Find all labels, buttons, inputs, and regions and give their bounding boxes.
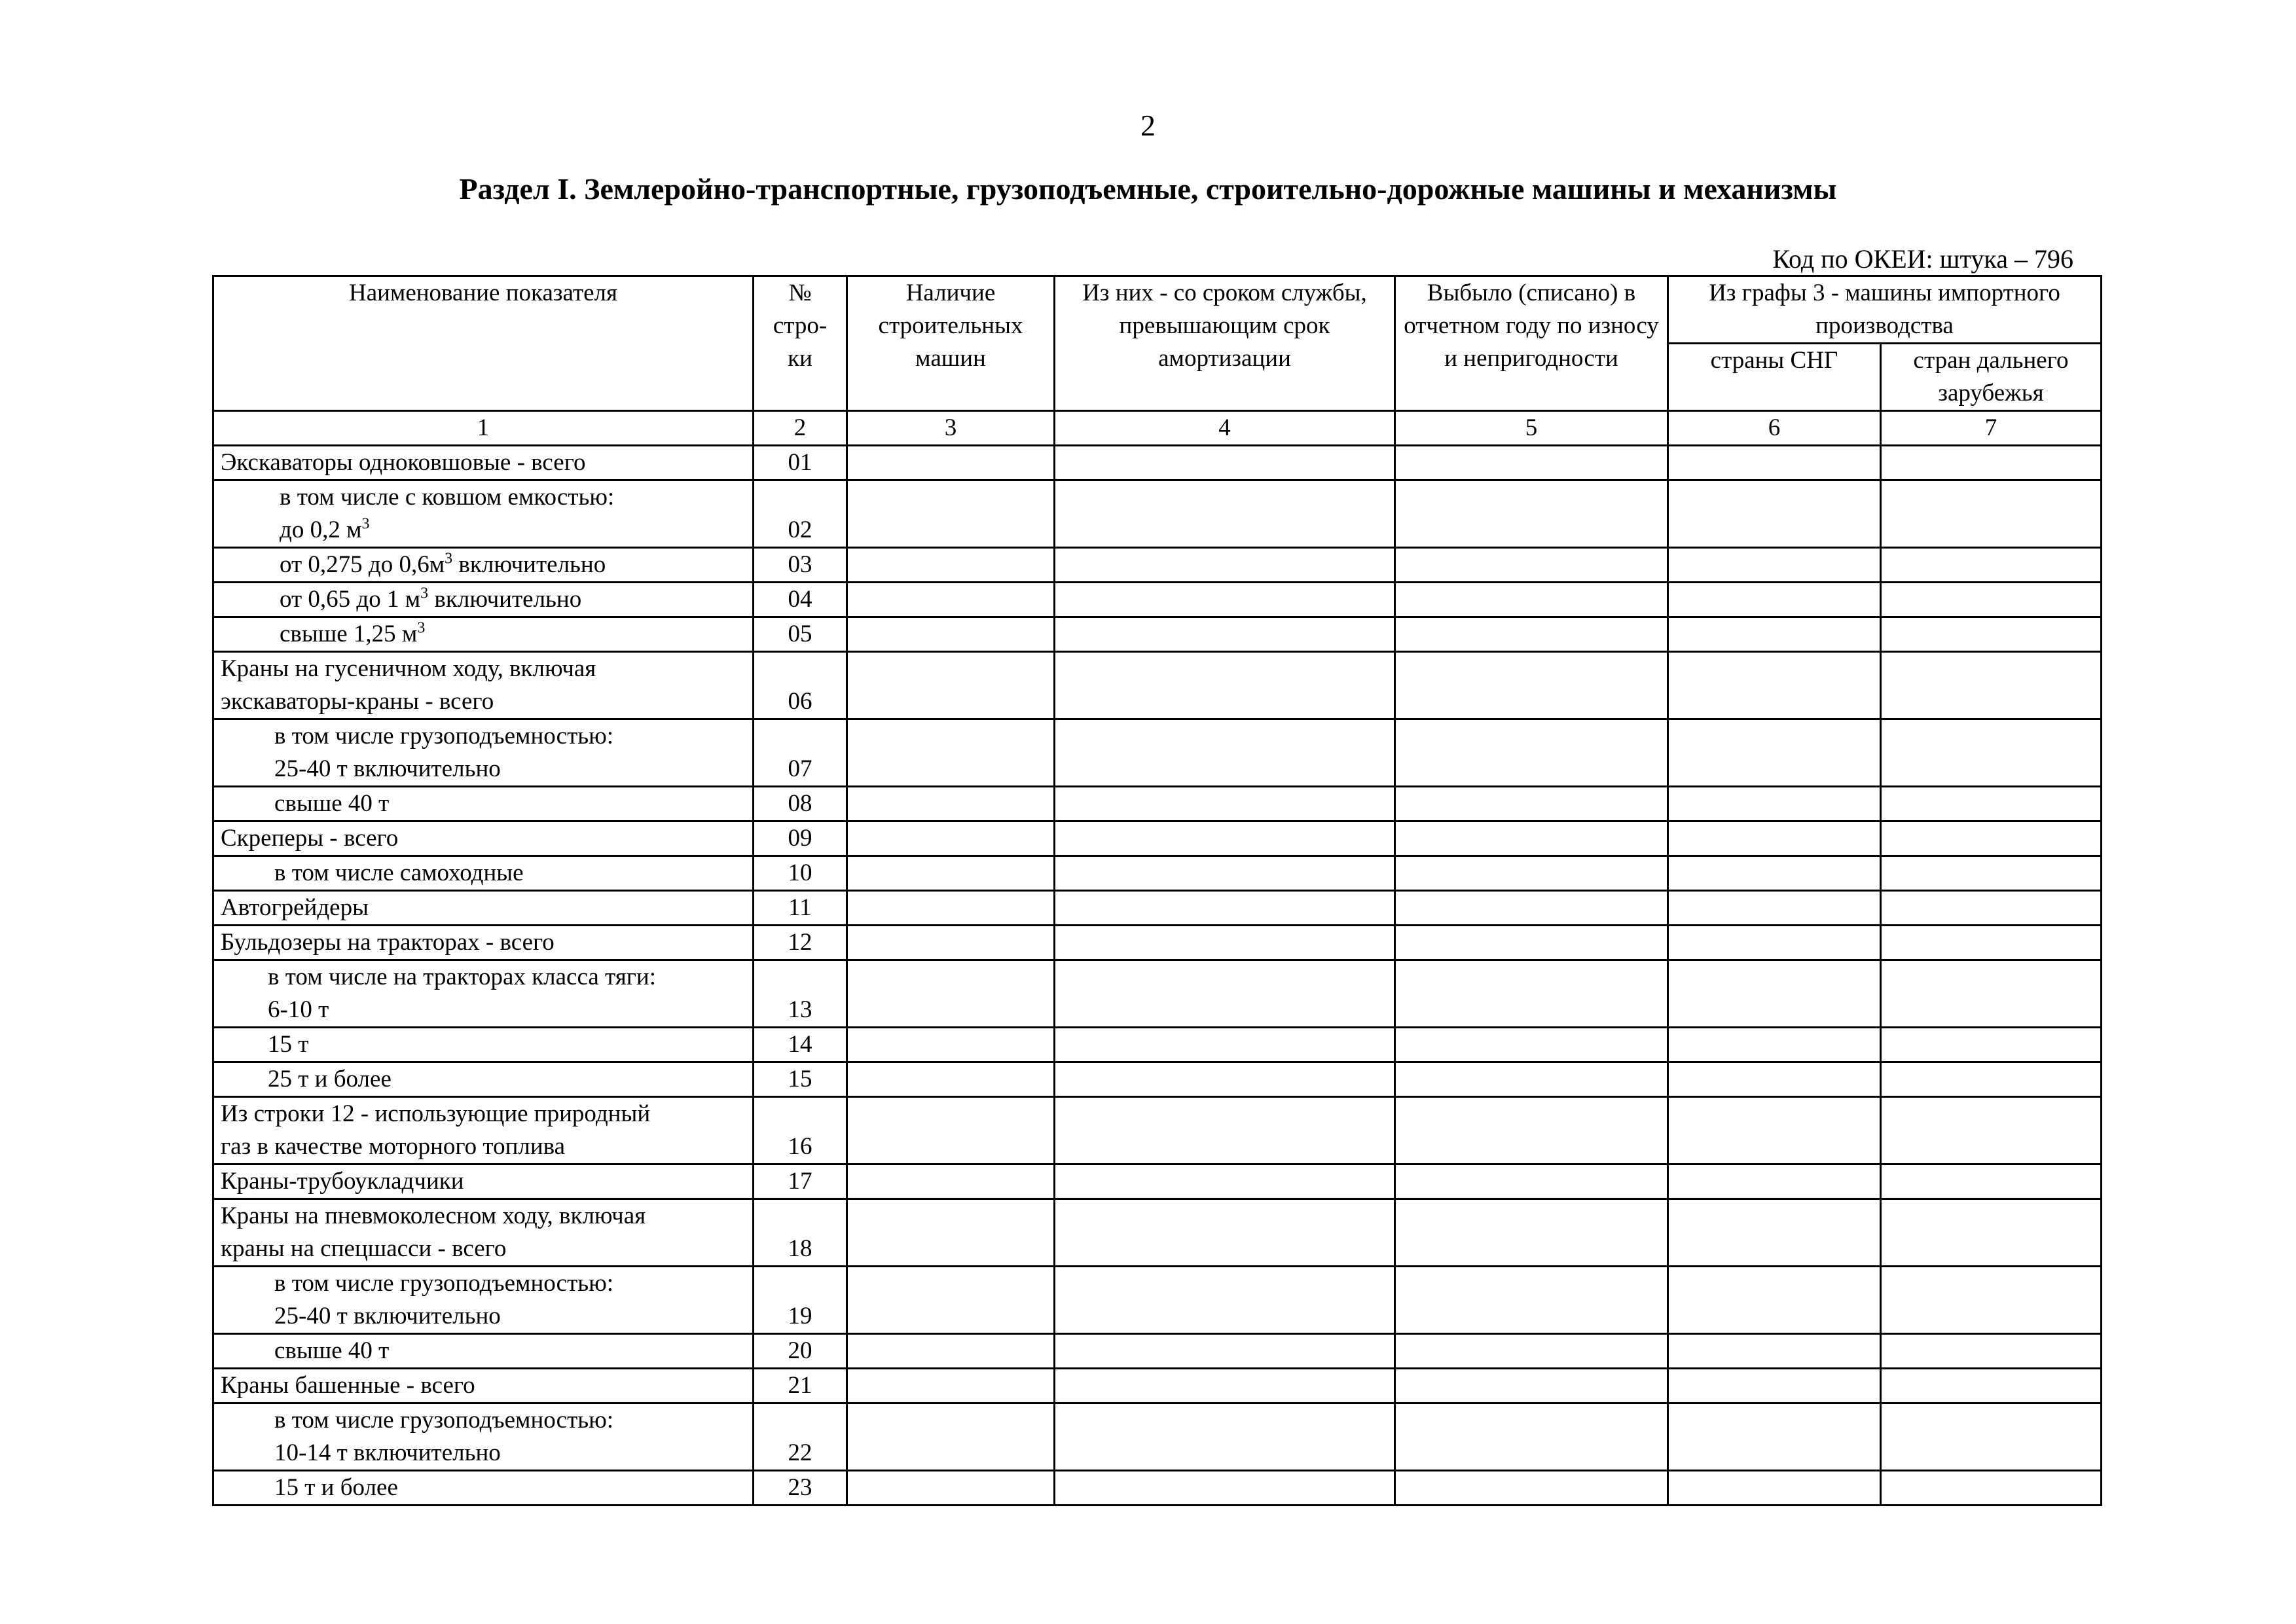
indicator-name-line1: в том числе грузоподъемностью: bbox=[274, 1270, 614, 1297]
table-row bbox=[213, 960, 2102, 1028]
value-cell-col3[interactable] bbox=[847, 960, 1055, 1028]
value-cell-col5[interactable] bbox=[1395, 1097, 1668, 1164]
indicator-name-line1: свыше 1,25 м bbox=[280, 621, 418, 647]
value-cell-col3[interactable] bbox=[847, 1334, 1055, 1369]
value-cell-col6[interactable] bbox=[1668, 583, 1881, 617]
indicator-name bbox=[213, 1471, 754, 1506]
value-cell-col7[interactable] bbox=[1881, 548, 2102, 583]
unit-superscript: 3 bbox=[445, 550, 453, 568]
page-number: 2 bbox=[1140, 109, 1156, 142]
indicator-name bbox=[213, 1267, 754, 1334]
value-cell-col7[interactable] bbox=[1881, 1199, 2102, 1267]
row-code: 04 bbox=[754, 583, 847, 617]
table-row bbox=[213, 1028, 2102, 1062]
indicator-name-line1: в том числе грузоподъемностью: bbox=[274, 723, 614, 749]
value-cell-col6[interactable] bbox=[1668, 856, 1881, 891]
column-number: 5 bbox=[1395, 411, 1668, 446]
indicator-name-line1: 15 т и более bbox=[274, 1474, 398, 1501]
indicator-name-line1: 15 т bbox=[268, 1031, 309, 1058]
value-cell-col5[interactable] bbox=[1395, 617, 1668, 652]
column-number: 6 bbox=[1668, 411, 1881, 446]
value-cell-col4[interactable] bbox=[1055, 548, 1395, 583]
section-title: Раздел I. Землеройно-транспортные, грузоподъемные, строительно-дорожные машины и механизмы bbox=[459, 172, 1837, 206]
column-number: 2 bbox=[754, 411, 847, 446]
value-cell-col3[interactable] bbox=[847, 548, 1055, 583]
table-body bbox=[213, 411, 2102, 1506]
indicator-name bbox=[213, 856, 754, 891]
indicator-name bbox=[213, 926, 754, 960]
table-row bbox=[213, 787, 2102, 821]
value-cell-col5[interactable] bbox=[1395, 926, 1668, 960]
value-cell-col5[interactable] bbox=[1395, 583, 1668, 617]
indicator-name-line2: 25-40 т включительно bbox=[274, 1303, 501, 1329]
row-code: 18 bbox=[754, 1199, 847, 1267]
header-written-off: Выбыло (списано) в отчетном году по износу и непригодности bbox=[1395, 276, 1668, 411]
unit-superscript: 3 bbox=[417, 619, 426, 637]
value-cell-col5[interactable] bbox=[1395, 856, 1668, 891]
row-code: 11 bbox=[754, 891, 847, 926]
indicator-name bbox=[213, 787, 754, 821]
value-cell-col6[interactable] bbox=[1668, 1403, 1881, 1471]
value-cell-col5[interactable] bbox=[1395, 446, 1668, 480]
table-row bbox=[213, 926, 2102, 960]
indicator-name-tail: включительно bbox=[428, 586, 582, 613]
value-cell-col7[interactable] bbox=[1881, 1369, 2102, 1403]
header-over-amortization: Из них - со сроком службы, превышающим срок амортизации bbox=[1055, 276, 1395, 411]
indicator-name-line1: Экскаваторы одноковшовые - всего bbox=[221, 449, 586, 476]
value-cell-col7[interactable] bbox=[1881, 617, 2102, 652]
indicator-name bbox=[213, 652, 754, 719]
indicator-name bbox=[213, 1062, 754, 1097]
indicator-name bbox=[213, 1403, 754, 1471]
indicator-name-line1: Краны на пневмоколесном ходу, включая bbox=[221, 1202, 646, 1229]
value-cell-col4[interactable] bbox=[1055, 446, 1395, 480]
value-cell-col3[interactable] bbox=[847, 926, 1055, 960]
indicator-name-line1: Краны-трубоукладчики bbox=[221, 1168, 464, 1195]
row-code: 19 bbox=[754, 1267, 847, 1334]
indicator-name-line1: Краны башенные - всего bbox=[221, 1372, 475, 1399]
row-code: 06 bbox=[754, 652, 847, 719]
indicator-name bbox=[213, 719, 754, 787]
indicator-name-line1: свыше 40 т bbox=[274, 1337, 390, 1364]
value-cell-col4[interactable] bbox=[1055, 1471, 1395, 1506]
row-code: 08 bbox=[754, 787, 847, 821]
row-code: 23 bbox=[754, 1471, 847, 1506]
indicator-name-line1: в том числе самоходные bbox=[274, 859, 524, 886]
indicator-name-line1: Скреперы - всего bbox=[221, 825, 399, 852]
value-cell-col6[interactable] bbox=[1668, 652, 1881, 719]
value-cell-col3[interactable] bbox=[847, 1267, 1055, 1334]
value-cell-col4[interactable] bbox=[1055, 821, 1395, 856]
value-cell-col6[interactable] bbox=[1668, 960, 1881, 1028]
value-cell-col6[interactable] bbox=[1668, 1471, 1881, 1506]
indicator-name bbox=[213, 960, 754, 1028]
value-cell-col5[interactable] bbox=[1395, 787, 1668, 821]
value-cell-col4[interactable] bbox=[1055, 787, 1395, 821]
value-cell-col4[interactable] bbox=[1055, 1199, 1395, 1267]
value-cell-col6[interactable] bbox=[1668, 1369, 1881, 1403]
value-cell-col6[interactable] bbox=[1668, 1097, 1881, 1164]
table-row bbox=[213, 652, 2102, 719]
table-row bbox=[213, 891, 2102, 926]
value-cell-col6[interactable] bbox=[1668, 891, 1881, 926]
value-cell-col7[interactable] bbox=[1881, 1097, 2102, 1164]
indicator-name-line2: 6-10 т bbox=[268, 996, 329, 1023]
column-number: 1 bbox=[213, 411, 754, 446]
indicator-name-line1: в том числе на тракторах класса тяги: bbox=[268, 964, 656, 990]
indicator-name-line2: до 0,2 м bbox=[280, 516, 362, 543]
value-cell-col3[interactable] bbox=[847, 1471, 1055, 1506]
value-cell-col5[interactable] bbox=[1395, 480, 1668, 548]
table-row bbox=[213, 617, 2102, 652]
indicator-name-line1: Краны на гусеничном ходу, включая bbox=[221, 655, 596, 682]
value-cell-col4[interactable] bbox=[1055, 1334, 1395, 1369]
value-cell-col7[interactable] bbox=[1881, 960, 2102, 1028]
value-cell-col3[interactable] bbox=[847, 1199, 1055, 1267]
column-numbers-row bbox=[213, 411, 2102, 446]
value-cell-col7[interactable] bbox=[1881, 1471, 2102, 1506]
value-cell-col7[interactable] bbox=[1881, 583, 2102, 617]
header-imported: Из графы 3 - машины импортного производства bbox=[1668, 276, 2102, 344]
report-table bbox=[212, 275, 2102, 1506]
value-cell-col3[interactable] bbox=[847, 821, 1055, 856]
value-cell-col6[interactable] bbox=[1668, 926, 1881, 960]
value-cell-col7[interactable] bbox=[1881, 1403, 2102, 1471]
value-cell-col6[interactable] bbox=[1668, 1062, 1881, 1097]
row-code: 03 bbox=[754, 548, 847, 583]
value-cell-col7[interactable] bbox=[1881, 1062, 2102, 1097]
value-cell-col4[interactable] bbox=[1055, 1028, 1395, 1062]
table-row bbox=[213, 446, 2102, 480]
value-cell-col3[interactable] bbox=[847, 617, 1055, 652]
value-cell-col7[interactable] bbox=[1881, 652, 2102, 719]
value-cell-col4[interactable] bbox=[1055, 1369, 1395, 1403]
value-cell-col5[interactable] bbox=[1395, 1403, 1668, 1471]
value-cell-col7[interactable] bbox=[1881, 480, 2102, 548]
value-cell-col3[interactable] bbox=[847, 446, 1055, 480]
unit-superscript: 3 bbox=[361, 515, 370, 533]
row-code: 17 bbox=[754, 1164, 847, 1199]
indicator-name-line1: 25 т и более bbox=[268, 1066, 392, 1092]
value-cell-col4[interactable] bbox=[1055, 1164, 1395, 1199]
value-cell-col3[interactable] bbox=[847, 1164, 1055, 1199]
row-code: 14 bbox=[754, 1028, 847, 1062]
value-cell-col6[interactable] bbox=[1668, 446, 1881, 480]
indicator-name-line1: от 0,65 до 1 м bbox=[280, 586, 421, 613]
value-cell-col4[interactable] bbox=[1055, 1097, 1395, 1164]
indicator-name-line2: 25-40 т включительно bbox=[274, 755, 501, 782]
table-row bbox=[213, 856, 2102, 891]
row-code: 20 bbox=[754, 1334, 847, 1369]
value-cell-col6[interactable] bbox=[1668, 1199, 1881, 1267]
indicator-name bbox=[213, 446, 754, 480]
value-cell-col4[interactable] bbox=[1055, 960, 1395, 1028]
value-cell-col7[interactable] bbox=[1881, 446, 2102, 480]
unit-superscript: 3 bbox=[420, 585, 429, 602]
value-cell-col6[interactable] bbox=[1668, 1267, 1881, 1334]
value-cell-col7[interactable] bbox=[1881, 1267, 2102, 1334]
value-cell-col5[interactable] bbox=[1395, 1028, 1668, 1062]
indicator-name-line1: от 0,275 до 0,6м bbox=[280, 551, 445, 578]
header-far-abroad: стран дальнего зарубежья bbox=[1881, 344, 2102, 411]
value-cell-col5[interactable] bbox=[1395, 1471, 1668, 1506]
value-cell-col4[interactable] bbox=[1055, 926, 1395, 960]
value-cell-col3[interactable] bbox=[847, 583, 1055, 617]
value-cell-col5[interactable] bbox=[1395, 891, 1668, 926]
row-code: 05 bbox=[754, 617, 847, 652]
value-cell-col7[interactable] bbox=[1881, 821, 2102, 856]
value-cell-col4[interactable] bbox=[1055, 856, 1395, 891]
value-cell-col6[interactable] bbox=[1668, 1164, 1881, 1199]
column-number: 7 bbox=[1881, 411, 2102, 446]
indicator-name-line1: Бульдозеры на тракторах - всего bbox=[221, 929, 555, 956]
indicator-name bbox=[213, 1199, 754, 1267]
row-code: 09 bbox=[754, 821, 847, 856]
indicator-name-line2: 10-14 т включительно bbox=[274, 1439, 501, 1466]
value-cell-col3[interactable] bbox=[847, 1403, 1055, 1471]
indicator-name bbox=[213, 617, 754, 652]
table-row bbox=[213, 1097, 2102, 1164]
table-row bbox=[213, 1334, 2102, 1369]
value-cell-col5[interactable] bbox=[1395, 1199, 1668, 1267]
indicator-name-line1: в том числе грузоподъемностью: bbox=[274, 1407, 614, 1434]
value-cell-col3[interactable] bbox=[847, 719, 1055, 787]
column-number: 3 bbox=[847, 411, 1055, 446]
indicator-name-line1: Автогрейдеры bbox=[221, 894, 369, 921]
value-cell-col3[interactable] bbox=[847, 1062, 1055, 1097]
table-row bbox=[213, 548, 2102, 583]
value-cell-col3[interactable] bbox=[847, 1028, 1055, 1062]
value-cell-col3[interactable] bbox=[847, 480, 1055, 548]
value-cell-col6[interactable] bbox=[1668, 719, 1881, 787]
indicator-name-line2: экскаваторы-краны - всего bbox=[221, 688, 494, 715]
indicator-name bbox=[213, 480, 754, 548]
value-cell-col4[interactable] bbox=[1055, 1403, 1395, 1471]
row-code: 13 bbox=[754, 960, 847, 1028]
table-row bbox=[213, 719, 2102, 787]
table-row bbox=[213, 1369, 2102, 1403]
value-cell-col6[interactable] bbox=[1668, 548, 1881, 583]
value-cell-col7[interactable] bbox=[1881, 719, 2102, 787]
indicator-name bbox=[213, 583, 754, 617]
value-cell-col7[interactable] bbox=[1881, 891, 2102, 926]
row-code: 16 bbox=[754, 1097, 847, 1164]
value-cell-col7[interactable] bbox=[1881, 1334, 2102, 1369]
row-code: 15 bbox=[754, 1062, 847, 1097]
table-row bbox=[213, 1403, 2102, 1471]
value-cell-col4[interactable] bbox=[1055, 719, 1395, 787]
value-cell-col7[interactable] bbox=[1881, 856, 2102, 891]
value-cell-col4[interactable] bbox=[1055, 1267, 1395, 1334]
table-row bbox=[213, 1062, 2102, 1097]
indicator-name-tail: включительно bbox=[452, 551, 606, 578]
value-cell-col6[interactable] bbox=[1668, 821, 1881, 856]
row-code: 22 bbox=[754, 1403, 847, 1471]
indicator-name-line2: краны на спецшасси - всего bbox=[221, 1235, 507, 1262]
value-cell-col6[interactable] bbox=[1668, 1028, 1881, 1062]
row-code: 12 bbox=[754, 926, 847, 960]
value-cell-col5[interactable] bbox=[1395, 1334, 1668, 1369]
value-cell-col5[interactable] bbox=[1395, 719, 1668, 787]
row-code: 02 bbox=[754, 480, 847, 548]
indicator-name bbox=[213, 1369, 754, 1403]
indicator-name-line1: Из строки 12 - использующие природный bbox=[221, 1100, 651, 1127]
value-cell-col7[interactable] bbox=[1881, 787, 2102, 821]
value-cell-col3[interactable] bbox=[847, 787, 1055, 821]
table-row bbox=[213, 583, 2102, 617]
value-cell-col4[interactable] bbox=[1055, 480, 1395, 548]
table-row bbox=[213, 1164, 2102, 1199]
row-code: 21 bbox=[754, 1369, 847, 1403]
header-name: Наименование показателя bbox=[213, 276, 754, 411]
table-row bbox=[213, 1267, 2102, 1334]
value-cell-col3[interactable] bbox=[847, 1097, 1055, 1164]
value-cell-col6[interactable] bbox=[1668, 617, 1881, 652]
okei-code: Код по ОКЕИ: штука – 796 bbox=[1772, 244, 2073, 274]
value-cell-col4[interactable] bbox=[1055, 1062, 1395, 1097]
value-cell-col7[interactable] bbox=[1881, 926, 2102, 960]
header-row-number: № стро-ки bbox=[754, 276, 847, 411]
table-row bbox=[213, 480, 2102, 548]
indicator-name bbox=[213, 1164, 754, 1199]
table-row bbox=[213, 821, 2102, 856]
indicator-name-line1: в том числе с ковшом емкостью: bbox=[280, 484, 615, 511]
table-row bbox=[213, 1471, 2102, 1506]
value-cell-col4[interactable] bbox=[1055, 891, 1395, 926]
table-row bbox=[213, 1199, 2102, 1267]
row-code: 01 bbox=[754, 446, 847, 480]
value-cell-col3[interactable] bbox=[847, 856, 1055, 891]
row-code: 10 bbox=[754, 856, 847, 891]
indicator-name bbox=[213, 1028, 754, 1062]
indicator-name bbox=[213, 1097, 754, 1164]
value-cell-col6[interactable] bbox=[1668, 787, 1881, 821]
indicator-name bbox=[213, 548, 754, 583]
indicator-name bbox=[213, 891, 754, 926]
value-cell-col4[interactable] bbox=[1055, 652, 1395, 719]
value-cell-col4[interactable] bbox=[1055, 617, 1395, 652]
header-cis: страны СНГ bbox=[1668, 344, 1881, 411]
value-cell-col5[interactable] bbox=[1395, 1267, 1668, 1334]
value-cell-col5[interactable] bbox=[1395, 821, 1668, 856]
value-cell-col6[interactable] bbox=[1668, 480, 1881, 548]
column-number: 4 bbox=[1055, 411, 1395, 446]
indicator-name-line1: свыше 40 т bbox=[274, 790, 390, 817]
row-code: 07 bbox=[754, 719, 847, 787]
value-cell-col7[interactable] bbox=[1881, 1164, 2102, 1199]
indicator-name-line2: газ в качестве моторного топлива bbox=[221, 1133, 566, 1160]
value-cell-col5[interactable] bbox=[1395, 1369, 1668, 1403]
value-cell-col6[interactable] bbox=[1668, 1334, 1881, 1369]
value-cell-col3[interactable] bbox=[847, 891, 1055, 926]
value-cell-col3[interactable] bbox=[847, 652, 1055, 719]
value-cell-col3[interactable] bbox=[847, 1369, 1055, 1403]
value-cell-col4[interactable] bbox=[1055, 583, 1395, 617]
value-cell-col7[interactable] bbox=[1881, 1028, 2102, 1062]
value-cell-col5[interactable] bbox=[1395, 1062, 1668, 1097]
indicator-name bbox=[213, 821, 754, 856]
header-availability: Наличие строительных машин bbox=[847, 276, 1055, 411]
value-cell-col5[interactable] bbox=[1395, 1164, 1668, 1199]
value-cell-col5[interactable] bbox=[1395, 652, 1668, 719]
indicator-name bbox=[213, 1334, 754, 1369]
value-cell-col5[interactable] bbox=[1395, 548, 1668, 583]
value-cell-col5[interactable] bbox=[1395, 960, 1668, 1028]
